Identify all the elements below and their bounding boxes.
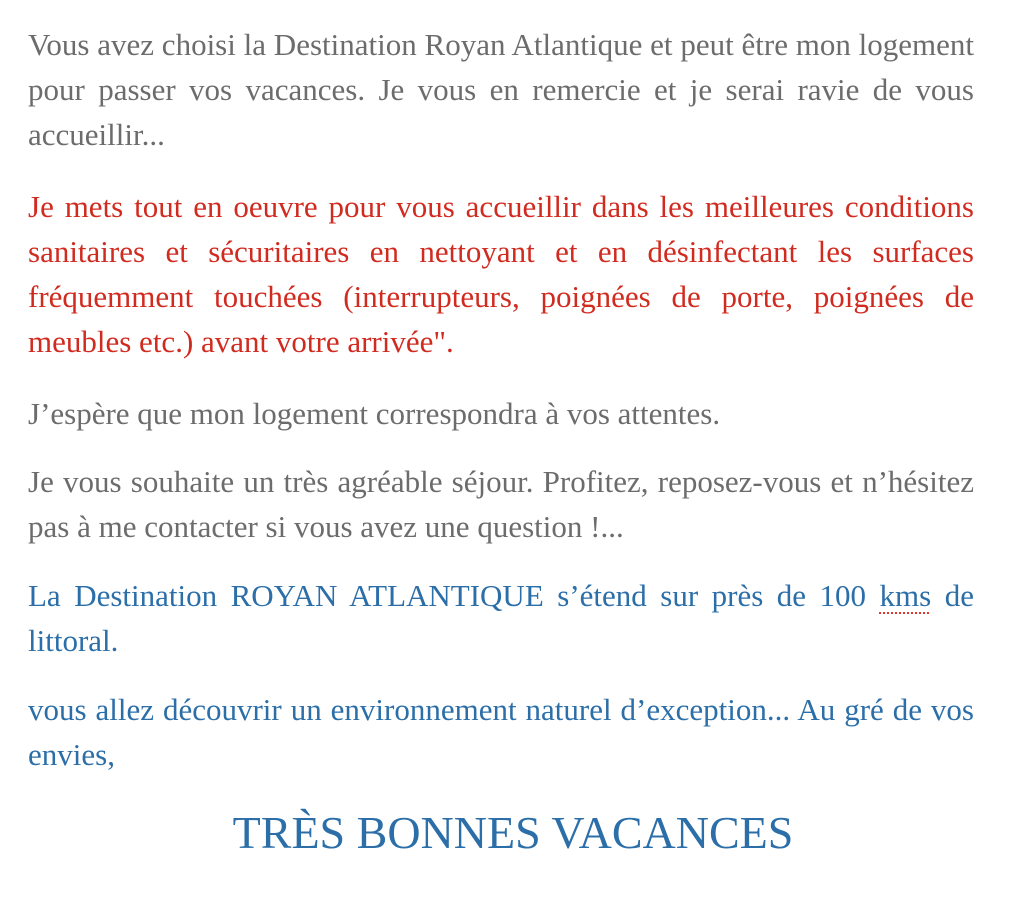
sanitary-paragraph: Je mets tout en oeuvre pour vous accueillir dans les meilleures conditions sanitaires et sécuritaires en nettoyant et en désinfectant les surfaces fréquemment touchées (interrupteurs, poignées de porte, poignées de meubles etc.) avant votre arrivée". xyxy=(28,189,974,359)
destination-paragraph xyxy=(28,573,974,663)
spellcheck-word-kms: kms xyxy=(879,578,932,613)
closing-heading: TRÈS BONNES VACANCES xyxy=(232,807,794,858)
destination-text-start: La Destination ROYAN ATLANTIQUE s’étend sur près de 100 xyxy=(28,578,880,613)
destination-text-end: de littoral. xyxy=(28,578,974,658)
welcome-paragraph: Vous avez choisi la Destination Royan Atlantique et peut être mon logement pour passer vos vacances. Je vous en remercie et je serai ravie de vous accueillir... xyxy=(28,27,974,152)
hope-paragraph: J’espère que mon logement correspondra à vos attentes. xyxy=(28,396,721,431)
discover-paragraph: vous allez découvrir un environnement naturel d’exception... Au gré de vos envies, xyxy=(28,692,974,772)
wishes-paragraph: Je vous souhaite un très agréable séjour. Profitez, reposez-vous et n’hésitez pas à me contacter si vous avez une question !... xyxy=(28,464,974,544)
